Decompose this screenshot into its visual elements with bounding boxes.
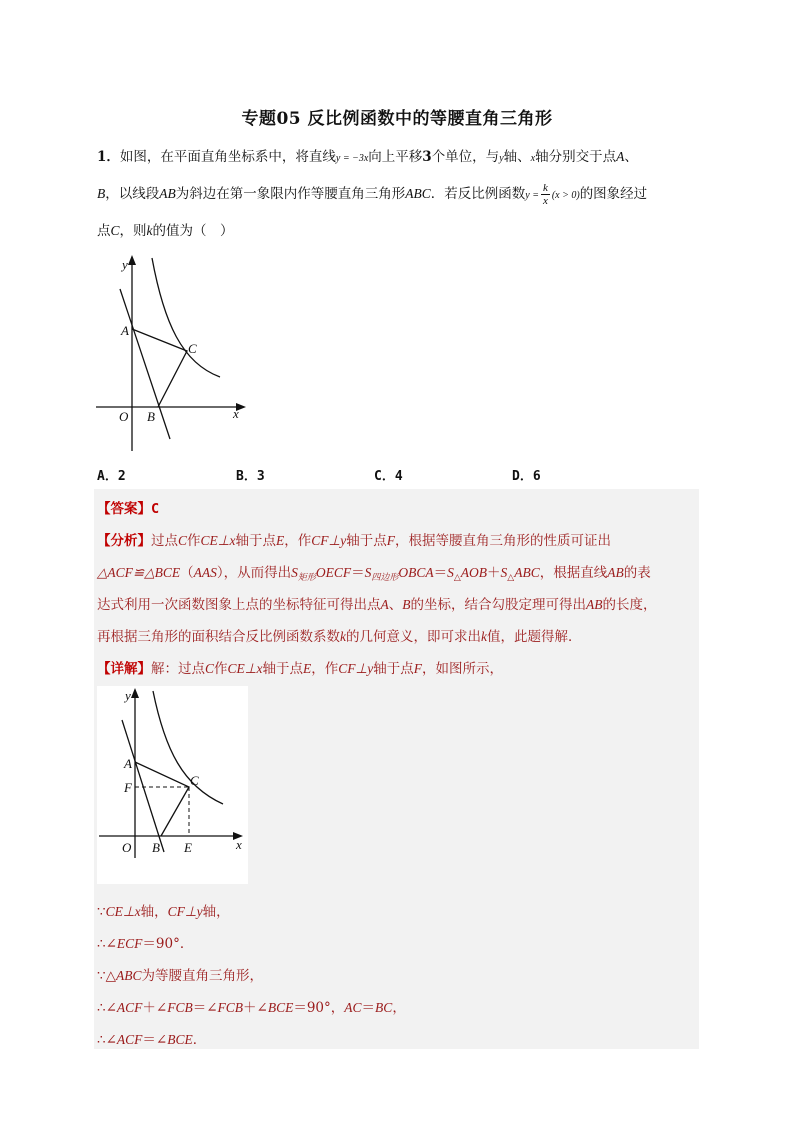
label-o: O [122,840,132,855]
question-line-1: 1．如图，在平面直角坐标系中，将直线y = −3x向上平移3个单位，与y轴、x轴分别交于点A、 [97,149,638,165]
hyperbola-curve [152,258,220,377]
analysis-line-3: 达式利用一次函数图象上点的坐标特征可得出点A、B的坐标，结合勾股定理可得出AB的长度， [97,597,657,613]
label-c: C [188,341,197,356]
option-c[interactable]: C．4 [374,469,403,484]
detail-tag: 【详解】 [97,661,151,677]
label-x: x [233,406,239,421]
step-5: ∴∠ACF＝∠BCE． [97,1032,207,1048]
analysis-tag: 【分析】 [97,533,151,549]
figure-1 [94,253,254,453]
line-equation: y = −3x [335,153,369,164]
answer-tag: 【答案】 [97,501,151,517]
fraction-k-over-x: $\frac{k}{x}$ [542,182,548,207]
step-2: ∴∠ECF＝90°． [97,936,194,952]
label-b: B [147,409,155,424]
figure-2 [97,686,248,884]
question-number: 1． [97,149,120,165]
option-d[interactable]: D．6 [512,469,541,484]
option-b[interactable]: B．3 [236,469,265,484]
label-x: x [236,837,242,852]
question-line-3: 点C，则k的值为（ ） [97,223,234,239]
step-3: ∵△ABC为等腰直角三角形， [97,968,263,984]
question-block [97,138,702,249]
question-line-2: B，以线段AB为斜边在第一象限内作等腰直角三角形ABC．若反比例函数y = $\frac{k}{x}$ (x > 0)的图象经过 [97,182,648,207]
step-4: ∴∠ACF＋∠FCB＝∠FCB＋∠BCE＝90°，AC＝BC， [97,1000,406,1016]
step-1: ∵CE⊥x轴，CF⊥y轴， [97,904,230,920]
answer-value: C [151,501,160,517]
label-e: E [184,840,192,855]
y-axis-arrow [131,688,139,698]
label-f: F [124,780,132,795]
analysis-line-1: 【分析】过点C作CE⊥x轴于点E，作CF⊥y轴于点F，根据等腰直角三角形的性质可证出 [97,533,612,549]
analysis-line-4: 再根据三角形的面积结合反比例函数系数k的几何意义，即可求出k值，此题得解． [97,629,582,645]
label-y: y [125,688,131,703]
triangle-sides [135,762,189,836]
label-c: C [190,773,199,788]
option-a[interactable]: A．2 [97,469,126,484]
label-b: B [152,840,160,855]
analysis-line-2: △ACF≌△BCE（AAS），从而得出$S_{矩形}OECF=S_{四边形}OBCA=S_\triangle AOB+S_\triangle ABC$，根据直线AB的表 [97,565,651,583]
figure-2-frame [97,686,248,884]
y-axis-arrow [128,255,136,265]
label-a: A [124,756,132,771]
page-title: 专题05 反比例函数中的等腰直角三角形 [241,109,553,129]
answer-line [97,497,697,517]
label-y: y [122,257,128,272]
label-o: O [119,409,129,424]
label-a: A [121,323,129,338]
detail-line-1: 【详解】解：过点C作CE⊥x轴于点E，作CF⊥y轴于点F，如图所示， [97,661,504,677]
